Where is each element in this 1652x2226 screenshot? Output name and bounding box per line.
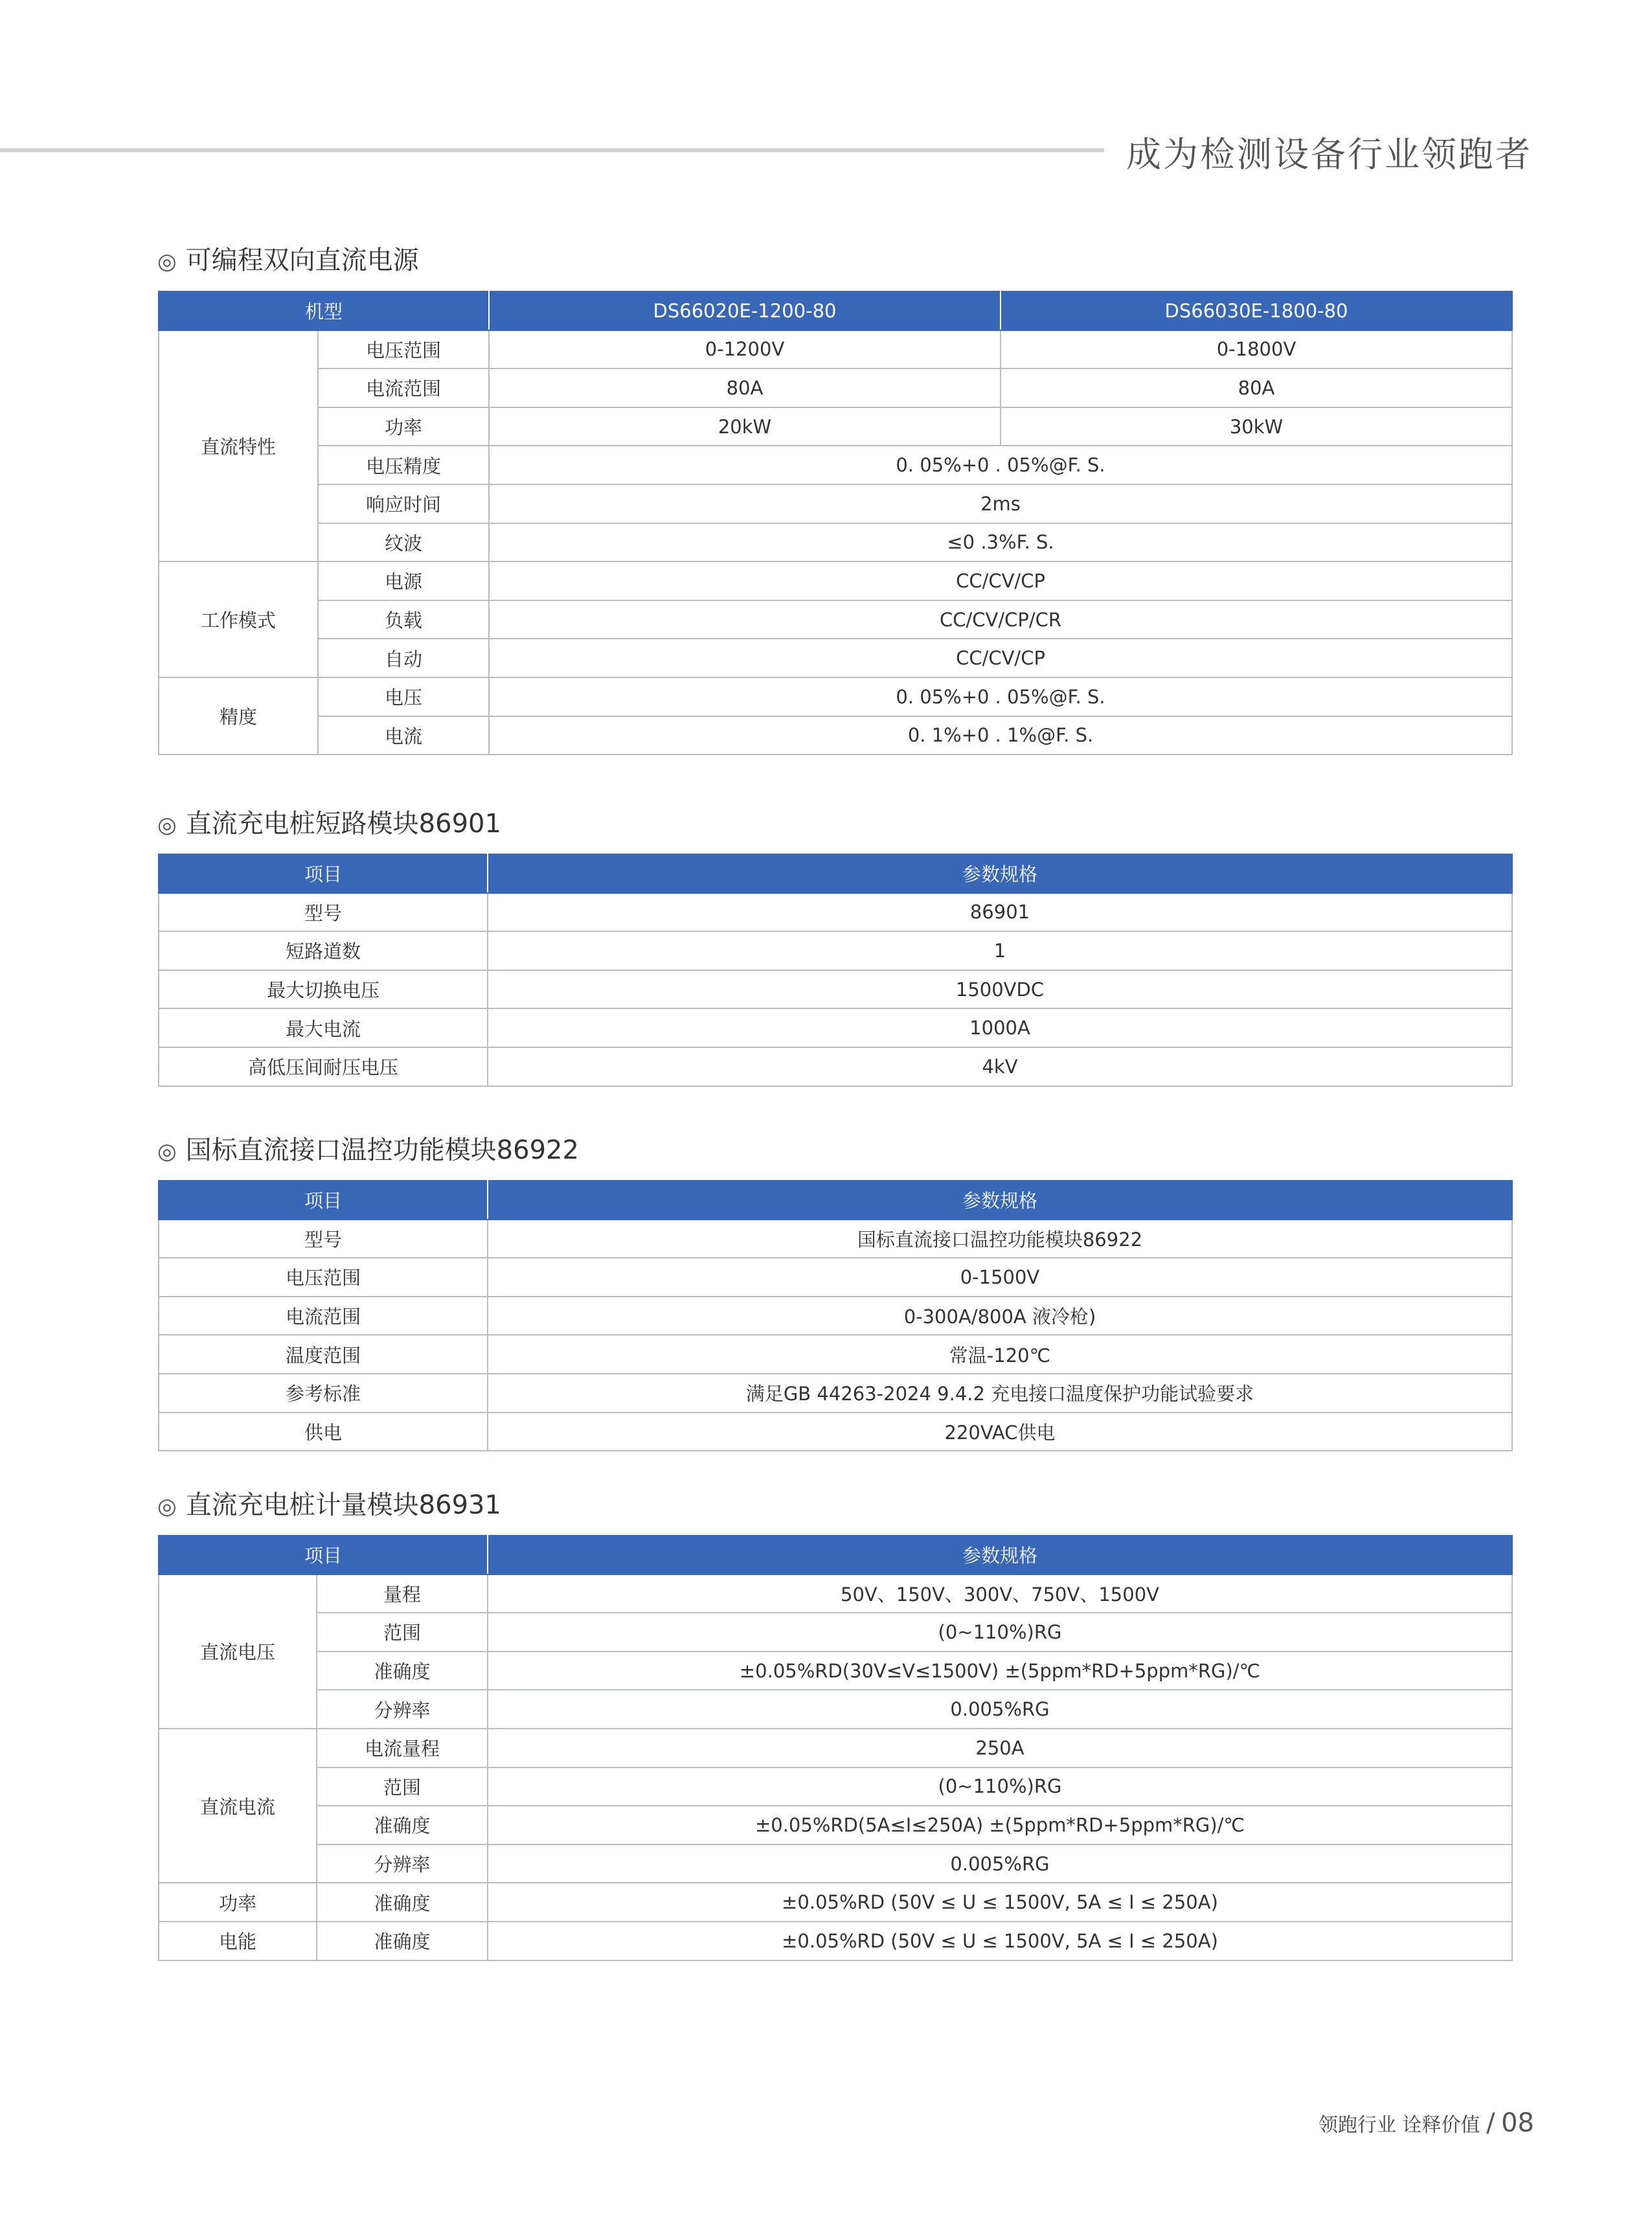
table-row (159, 1652, 1512, 1690)
value-cell: 0. 05%+0 . 05%@F. S. (489, 677, 1512, 716)
group-label: 工作模式 (159, 562, 318, 677)
header-rule (0, 148, 1104, 152)
table-row (159, 931, 1512, 970)
footer-text: 领跑行业 诠释价值 (1318, 2114, 1480, 2137)
row-label: 电流范围 (318, 369, 489, 407)
value-cell: 1500VDC (488, 970, 1512, 1009)
table-row (159, 1008, 1512, 1047)
table-row (159, 1258, 1512, 1297)
table-row (159, 893, 1512, 932)
row-label: 电压范围 (159, 1258, 488, 1297)
group-label: 直流特性 (159, 330, 318, 562)
table-row (159, 716, 1512, 755)
table-row (159, 1729, 1512, 1767)
table-row (159, 1374, 1512, 1413)
row-label: 响应时间 (318, 484, 489, 523)
section-title-power-supply: ◎ 可编程双向直流电源 (157, 245, 419, 275)
table-header (159, 1181, 1512, 1220)
table-row (159, 330, 1512, 369)
value-cell: 250A (488, 1729, 1512, 1767)
row-label: 功率 (318, 407, 489, 446)
value-cell: 220VAC供电 (488, 1413, 1512, 1451)
value-cell: 0-300A/800A 液冷枪) (488, 1297, 1512, 1335)
table-row (159, 1613, 1512, 1652)
value-cell: 30kW (1001, 407, 1512, 446)
value-cell: 2ms (489, 484, 1512, 523)
value-cell: CC/CV/CP/CR (489, 600, 1512, 639)
header-slogan: 成为检测设备行业领跑者 (1126, 134, 1532, 175)
row-label: 准确度 (317, 1883, 488, 1922)
value-cell: 0. 1%+0 . 1%@F. S. (489, 716, 1512, 755)
temperature-module-spec-table (158, 1180, 1513, 1451)
header-cell: 参数规格 (488, 854, 1512, 893)
value-cell: ±0.05%RD(5A≤I≤250A) ±(5ppm*RD+5ppm*RG)/℃ (488, 1806, 1512, 1845)
header-cell: DS66020E-1200-80 (489, 291, 1001, 330)
table-row (159, 484, 1512, 523)
footer-separator: / (1486, 2108, 1495, 2138)
circle-bullet-icon: ◎ (157, 1493, 177, 1519)
table-row (159, 369, 1512, 407)
row-label: 供电 (159, 1413, 488, 1451)
value-cell: ±0.05%RD (50V ≤ U ≤ 1500V, 5A ≤ I ≤ 250A) (488, 1922, 1512, 1960)
value-cell: 20kW (489, 407, 1001, 446)
value-cell: 0-1500V (488, 1258, 1512, 1297)
circle-bullet-icon: ◎ (157, 812, 177, 838)
header-cell: 参数规格 (488, 1181, 1512, 1220)
row-label: 电流量程 (317, 1729, 488, 1767)
table-header (159, 854, 1512, 893)
value-cell: 常温-120℃ (488, 1335, 1512, 1374)
power-supply-spec-table (158, 291, 1513, 755)
table-row (159, 1806, 1512, 1845)
group-label: 直流电压 (159, 1574, 317, 1729)
table-row (159, 639, 1512, 677)
value-cell: CC/CV/CP (489, 562, 1512, 600)
circle-bullet-icon: ◎ (157, 249, 177, 275)
value-cell: 86901 (488, 893, 1512, 932)
table-row (159, 1690, 1512, 1729)
row-label: 分辨率 (317, 1845, 488, 1883)
row-label: 电流 (318, 716, 489, 755)
row-label: 纹波 (318, 523, 489, 562)
header-cell: DS66030E-1800-80 (1001, 291, 1512, 330)
table-row (159, 523, 1512, 562)
group-label: 直流电流 (159, 1729, 317, 1883)
row-label: 电流范围 (159, 1297, 488, 1335)
row-label: 温度范围 (159, 1335, 488, 1374)
value-cell: 80A (1001, 369, 1512, 407)
row-label: 短路道数 (159, 931, 488, 970)
header-cell: 机型 (159, 291, 489, 330)
row-label: 型号 (159, 893, 488, 932)
table-row (159, 677, 1512, 716)
row-label: 电压 (318, 677, 489, 716)
value-cell: 80A (489, 369, 1001, 407)
value-cell: ≤0 .3%F. S. (489, 523, 1512, 562)
row-label: 电源 (318, 562, 489, 600)
table-row (159, 1574, 1512, 1613)
value-cell: 0-1200V (489, 330, 1001, 369)
table-row (159, 1220, 1512, 1258)
row-label: 参考标准 (159, 1374, 488, 1413)
section-title-temperature-module: ◎ 国标直流接口温控功能模块86922 (157, 1135, 579, 1165)
row-label: 准确度 (317, 1922, 488, 1960)
page-number: 08 (1501, 2108, 1534, 2138)
group-label: 电能 (159, 1922, 317, 1960)
value-cell: 1 (488, 931, 1512, 970)
value-cell: 国标直流接口温控功能模块86922 (488, 1220, 1512, 1258)
short-circuit-spec-table (158, 854, 1513, 1087)
value-cell: ±0.05%RD (50V ≤ U ≤ 1500V, 5A ≤ I ≤ 250A) (488, 1883, 1512, 1922)
value-cell: (0~110%)RG (488, 1613, 1512, 1652)
table-header (159, 291, 1512, 330)
value-cell: 0. 05%+0 . 05%@F. S. (489, 446, 1512, 484)
table-row (159, 970, 1512, 1009)
metering-module-spec-table (158, 1535, 1513, 1961)
section-title-metering-module: ◎ 直流充电桩计量模块86931 (157, 1490, 501, 1520)
value-cell: (0~110%)RG (488, 1767, 1512, 1806)
table-row (159, 1883, 1512, 1922)
row-label: 分辨率 (317, 1690, 488, 1729)
value-cell: 满足GB 44263-2024 9.4.2 充电接口温度保护功能试验要求 (488, 1374, 1512, 1413)
row-label: 自动 (318, 639, 489, 677)
row-label: 范围 (317, 1767, 488, 1806)
row-label: 高低压间耐压电压 (159, 1047, 488, 1086)
value-cell: CC/CV/CP (489, 639, 1512, 677)
row-label: 准确度 (317, 1806, 488, 1845)
table-row (159, 1047, 1512, 1086)
table-row (159, 407, 1512, 446)
row-label: 电压范围 (318, 330, 489, 369)
table-row (159, 1767, 1512, 1806)
table-row (159, 1845, 1512, 1883)
group-label: 精度 (159, 677, 318, 755)
row-label: 电压精度 (318, 446, 489, 484)
header-cell: 项目 (159, 1536, 488, 1574)
table-row (159, 1335, 1512, 1374)
value-cell: 1000A (488, 1008, 1512, 1047)
header-cell: 项目 (159, 854, 488, 893)
value-cell: 0.005%RG (488, 1845, 1512, 1883)
value-cell: 50V、150V、300V、750V、1500V (488, 1574, 1512, 1613)
table-row (159, 1413, 1512, 1451)
row-label: 最大切换电压 (159, 970, 488, 1009)
table-row (159, 446, 1512, 484)
value-cell: ±0.05%RD(30V≤V≤1500V) ±(5ppm*RD+5ppm*RG)/℃ (488, 1652, 1512, 1690)
circle-bullet-icon: ◎ (157, 1139, 177, 1164)
row-label: 范围 (317, 1613, 488, 1652)
header-cell: 项目 (159, 1181, 488, 1220)
table-row (159, 1922, 1512, 1960)
table-row (159, 600, 1512, 639)
section-title-short-circuit: ◎ 直流充电桩短路模块86901 (157, 809, 501, 839)
header-cell: 参数规格 (488, 1536, 1512, 1574)
value-cell: 0.005%RG (488, 1690, 1512, 1729)
value-cell: 0-1800V (1001, 330, 1512, 369)
page-footer (1318, 2108, 1534, 2138)
group-label: 功率 (159, 1883, 317, 1922)
row-label: 量程 (317, 1574, 488, 1613)
row-label: 最大电流 (159, 1008, 488, 1047)
row-label: 准确度 (317, 1652, 488, 1690)
table-row (159, 1297, 1512, 1335)
table-header (159, 1536, 1512, 1574)
table-row (159, 562, 1512, 600)
row-label: 负载 (318, 600, 489, 639)
value-cell: 4kV (488, 1047, 1512, 1086)
row-label: 型号 (159, 1220, 488, 1258)
